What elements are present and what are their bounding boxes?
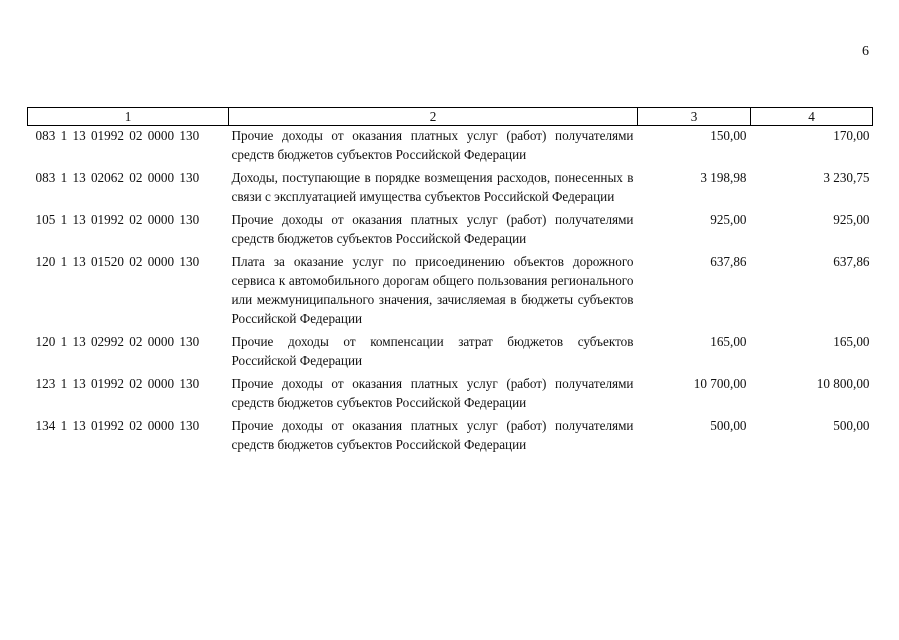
revenue-description: Прочие доходы от оказания платных услуг (работ) получателями средств бюджетов субъектов Российской Федерации (231, 376, 634, 410)
table-row (28, 210, 873, 252)
amount-column-4: 10 800,00 (816, 376, 870, 391)
classification-code: 105 1 13 01992 02 0000 130 (35, 212, 200, 227)
amount-column-3: 3 198,98 (700, 170, 747, 185)
column-header-1: 1 (28, 108, 229, 126)
revenue-description: Доходы, поступающие в порядке возмещения расходов, понесенных в связи с эксплуатацией имущества субъектов Российской Федерации (231, 170, 634, 204)
table-header (28, 108, 873, 126)
classification-code: 123 1 13 01992 02 0000 130 (35, 376, 200, 391)
header-row (28, 108, 873, 126)
amount-column-4: 3 230,75 (823, 170, 870, 185)
revenue-description: Прочие доходы от компенсации затрат бюджетов субъектов Российской Федерации (231, 334, 634, 368)
table-row (28, 374, 873, 416)
amount-column-4: 500,00 (833, 418, 870, 433)
revenue-description: Прочие доходы от оказания платных услуг (работ) получателями средств бюджетов субъектов Российской Федерации (231, 418, 634, 452)
classification-code: 134 1 13 01992 02 0000 130 (35, 418, 200, 433)
amount-column-3: 500,00 (710, 418, 747, 433)
amount-column-3: 165,00 (710, 334, 747, 349)
column-header-4: 4 (751, 108, 873, 126)
table-row (28, 126, 873, 169)
amount-column-4: 165,00 (833, 334, 870, 349)
amount-column-3: 637,86 (710, 254, 747, 269)
table-body (28, 126, 873, 459)
column-header-2: 2 (229, 108, 638, 126)
classification-code: 120 1 13 02992 02 0000 130 (35, 334, 200, 349)
revenue-description: Плата за оказание услуг по присоединению объектов дорожного сервиса к автомобильного дорогам общего пользования регионального или межмуниципального значения, зачисляемая в бюджеты субъектов Российской Федерации (231, 254, 634, 326)
table-row (28, 416, 873, 458)
column-header-3: 3 (638, 108, 751, 126)
page-number: 6 (862, 44, 869, 59)
amount-column-3: 925,00 (710, 212, 747, 227)
classification-code: 083 1 13 02062 02 0000 130 (35, 170, 200, 185)
amount-column-4: 637,86 (833, 254, 870, 269)
amount-column-3: 10 700,00 (693, 376, 747, 391)
amount-column-3: 150,00 (710, 128, 747, 143)
revenue-description: Прочие доходы от оказания платных услуг (работ) получателями средств бюджетов субъектов Российской Федерации (231, 128, 634, 162)
revenue-table (27, 107, 873, 458)
amount-column-4: 925,00 (833, 212, 870, 227)
table-row (28, 252, 873, 332)
table-row (28, 332, 873, 374)
classification-code: 120 1 13 01520 02 0000 130 (35, 254, 200, 269)
amount-column-4: 170,00 (833, 128, 870, 143)
revenue-description: Прочие доходы от оказания платных услуг (работ) получателями средств бюджетов субъектов Российской Федерации (231, 212, 634, 246)
table-row (28, 168, 873, 210)
classification-code: 083 1 13 01992 02 0000 130 (35, 128, 200, 143)
